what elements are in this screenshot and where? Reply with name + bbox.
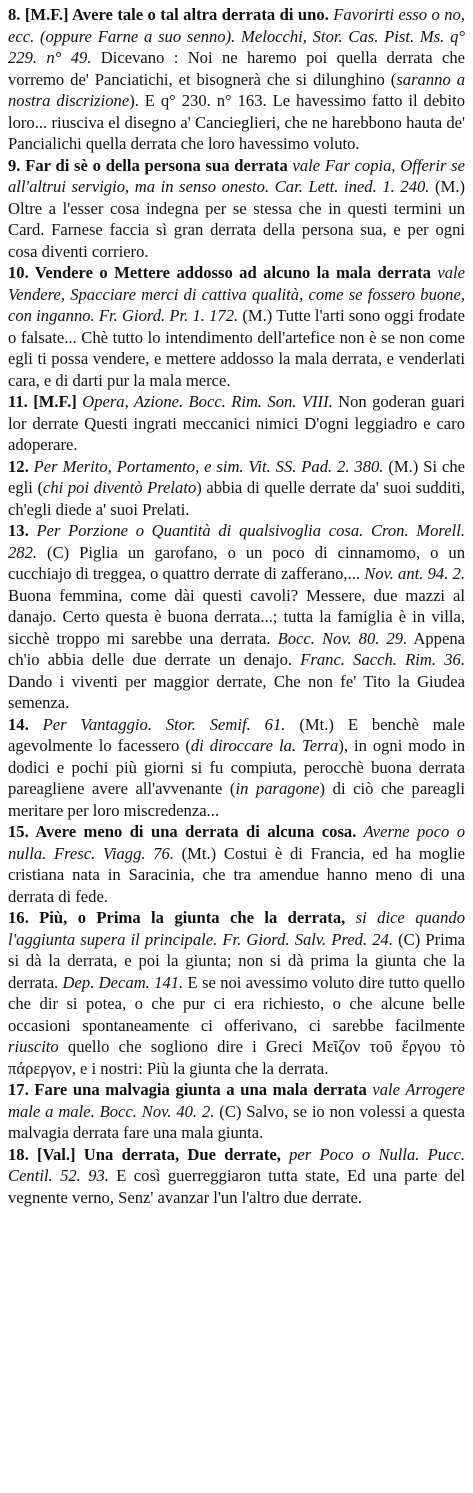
entry-text: Appena ch'io abbia delle due derrate un denajo. [8, 628, 466, 669]
entry-text: (C) Piglia un garofano, o un poco di cinnamomo, o un cucchiajo di treggea, o quattro derrate di zafferano,... [8, 542, 465, 583]
entry-italic-text: Bocc. Nov. 80. 29. [277, 628, 408, 648]
entry-lemma: 8. [M.F.] Avere tale o tal altra derrata di uno. [8, 5, 329, 24]
entry-text: Dicevano : Noi ne haremo poi quella derrata che vorremo de' Panciatichi, et bisognerà che si dilunghino ( [8, 48, 465, 89]
entry-text: Dando i viventi per maggior derrate, Che non fe' Tito la Giudea semenza. [8, 671, 465, 712]
entry-text: ) di ciò che pareagli meritare per loro miscredenza... [8, 779, 465, 820]
entry-lemma: 11. [M.F.] [8, 392, 77, 411]
entry-text: (Mt.) E benchè male agevolmente lo facessero ( [8, 714, 466, 755]
entry-text: (C) Salvo, se io non volessi a questa malvagia derrata fare una mala giunta. [8, 1101, 465, 1142]
entry-lemma: 9. Far di sè o della persona sua derrata [8, 155, 288, 175]
entry-italic-text: Nov. ant. 94. 2. [364, 564, 465, 583]
dictionary-entry [8, 4, 465, 155]
entry-italic-text: vale Arrogere male a male. Bocc. Nov. 40. 2. [8, 1080, 465, 1121]
entry-italic-text: Per Vantaggio. Stor. Semif. 61. [28, 714, 286, 734]
dictionary-entry [8, 714, 465, 822]
entry-italic-text: chi poi diventò Prelato [43, 478, 197, 497]
entry-italic-text: Opera, Azione. Bocc. Rim. Son. VIII. [76, 392, 333, 411]
entry-italic-text: saranno a nostra discrizione [8, 69, 465, 110]
entry-italic-text: Franc. Sacch. Rim. 36. [300, 650, 465, 669]
entry-italic-text: Per Merito, Portamento, e sim. Vit. SS. Pad. 2. 380. [28, 456, 384, 476]
dictionary-entry [8, 520, 465, 714]
entry-italic-text: riuscito [8, 1037, 59, 1056]
entry-text: ) abbia di quelle derrate da' suoi sudditi, ch'egli diede a' suoi Prelati. [8, 478, 465, 519]
entry-text: quello che sogliono dire i Greci Μεῖζον τοῦ ἔργου τὸ πάρεργον, e i nostri: Più la giunta che la derrata. [8, 1037, 465, 1078]
dictionary-entry [8, 456, 465, 521]
entry-italic-text: in paragone [235, 779, 320, 798]
entry-number: 14. [8, 714, 29, 734]
entry-italic-text: Favorirti esso o no, ecc. (oppure Farne a suo senno). Melocchi, Stor. Cas. Pist. Ms. q° 229. n° 49. [8, 5, 466, 67]
entry-italic-text: si dice quando l'aggiunta supera il principale. Fr. Giord. Salv. Pred. 24. [8, 908, 465, 949]
entry-italic-text: Per Porzione o Quantità di qualsivoglia cosa. Cron. Morell. 282. [8, 521, 465, 562]
entry-italic-text: di diroccare la. Terra [190, 736, 339, 755]
entry-text: (C) Prima si dà la derrata, e poi la giunta; non si dà prima la giunta che la derrata. [8, 929, 465, 992]
entry-italic-text: vale Vendere, Spacciare merci di cattiva qualità, come se fossero buone, con inganno. Fr. Giord. Pr. 1. 172. [8, 263, 465, 325]
entry-text: (M.) Tutte l'arti sono oggi frodate o falsate... Chè tutto lo intendimento dell'artefice non è se non come egli ti possa vendere, e mettere addosso la mala derrata, e venderlati cara, e di darti pur la mala merce. [8, 306, 466, 390]
entry-lemma: 17. Fare una malvagia giunta a una mala derrata [8, 1080, 367, 1099]
dictionary-entry [8, 821, 465, 907]
entry-text: E così guerreggiaron tutta state, Ed una parte del vegnente verno, Senz' avanzar l'un l'altro due derrate. [8, 1166, 465, 1207]
dictionary-entry [8, 1144, 465, 1209]
dictionary-entry [8, 155, 465, 263]
dictionary-entry [8, 262, 465, 391]
dictionary-entry [8, 391, 465, 456]
entry-number: 12. [8, 456, 29, 476]
entry-lemma: 16. Più, o Prima la giunta che la derrata, [8, 908, 346, 927]
entry-text: Buona femmina, come dài questi cavoli? Messere, due mazzi al danajo. Certo questa è buona derrata...; tutta la famiglia è in villa, sicchè troppo mi sarebbe una derrata. [8, 585, 465, 648]
entry-text: (M.) Oltre a l'esser cosa indegna per se stessa che in questi termini un Card. Farnese faccia sì gran derrata della persona sua, e per ogni cosa diventi corriero. [8, 177, 465, 261]
entry-lemma: 10. Vendere o Mettere addosso ad alcuno la mala derrata [8, 263, 431, 282]
entry-italic-text: Averne poco o nulla. Fresc. Viagg. 76. [8, 822, 465, 863]
entry-text: (M.) Si che egli ( [8, 456, 465, 497]
entry-text: E se noi avessimo voluto dire tutto quello che dir si potea, o che pur ci era richiesto, o che alcune belle occasioni spontaneamente ci offerivano, ci sarebbe facilmente [8, 972, 465, 1035]
entry-lemma: 18. [Val.] Una derrata, Due derrate, [8, 1144, 281, 1164]
entry-text: ), in ogni modo in dodici e pochi più giorni si fu compiuta, perocchè buona derrata pareagliene avere all'avvenante ( [8, 736, 465, 798]
entry-text: (Mt.) Costui è di Francia, ed ha moglie cristiana nata in Saracinia, che tra amendue hanno meno di una derrata di fede. [8, 843, 465, 906]
entry-italic-text: vale Far copia, Offerir se all'altrui servigio, ma in senso onesto. Car. Lett. ined. 1. 240. [8, 155, 465, 196]
entry-italic-text: per Poco o Nulla. Pucc. Centil. 52. 93. [8, 1144, 465, 1185]
entry-text: ). E q° 230. n° 163. Le havessimo fatto il debito loro... riusciva el disegno a' Cancieglieri, che ne harebbono hauta de' Pancialichi quella derrata che loro havessimo voluto. [8, 91, 465, 153]
dictionary-entry [8, 1079, 465, 1144]
dictionary-entry [8, 907, 465, 1079]
entry-italic-text: Dep. Decam. 141. [62, 972, 184, 992]
entry-lemma: 15. Avere meno di una derrata di alcuna cosa. [8, 822, 357, 841]
entry-number: 13. [8, 521, 29, 540]
entry-text: Non goderan guari lor derrate Questi ingrati meccanici nimici D'ogni leggiadro e caro adoperare. [8, 392, 465, 454]
